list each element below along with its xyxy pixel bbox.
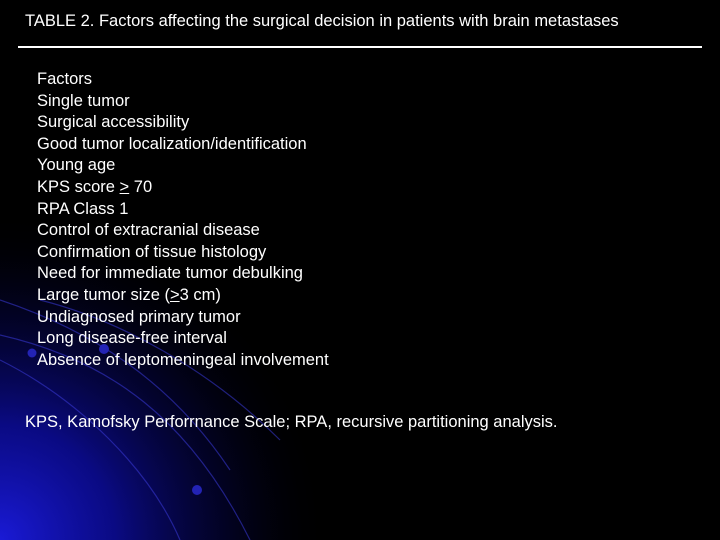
factor-item: Need for immediate tumor debulking xyxy=(37,264,303,283)
table-footnote: KPS, Kamofsky Perforrnance Scale; RPA, recursive partitioning analysis. xyxy=(25,413,558,431)
factor-item xyxy=(37,285,329,307)
factor-item: Control of extracranial disease xyxy=(37,221,260,240)
factors-header: Factors xyxy=(37,70,93,88)
factor-text: KPS score xyxy=(37,177,120,196)
factor-text: Large tumor size ( xyxy=(37,285,170,304)
factor-item: Surgical accessibility xyxy=(37,113,190,132)
factor-item: Young age xyxy=(37,156,116,175)
factor-item: RPA Class 1 xyxy=(37,199,129,218)
factor-item: Good tumor localization/identification xyxy=(37,134,307,153)
factor-item: Confirmation of tissue histology xyxy=(37,242,267,261)
factor-item: Single tumor xyxy=(37,91,130,110)
factor-item: Long disease-free interval xyxy=(37,329,227,348)
factors-list xyxy=(37,69,329,371)
title-divider xyxy=(18,46,702,48)
factor-text: 3 cm) xyxy=(179,285,221,304)
table-title: TABLE 2. Factors affecting the surgical decision in patients with brain metastases xyxy=(25,12,619,30)
factor-item: Absence of leptomeningeal involvement xyxy=(37,350,329,369)
factor-text: 70 xyxy=(129,177,153,196)
factor-item xyxy=(37,177,329,199)
factor-item: Undiagnosed primary tumor xyxy=(37,307,241,326)
greater-or-equal-symbol: > xyxy=(169,285,180,304)
greater-or-equal-symbol: > xyxy=(119,177,130,196)
